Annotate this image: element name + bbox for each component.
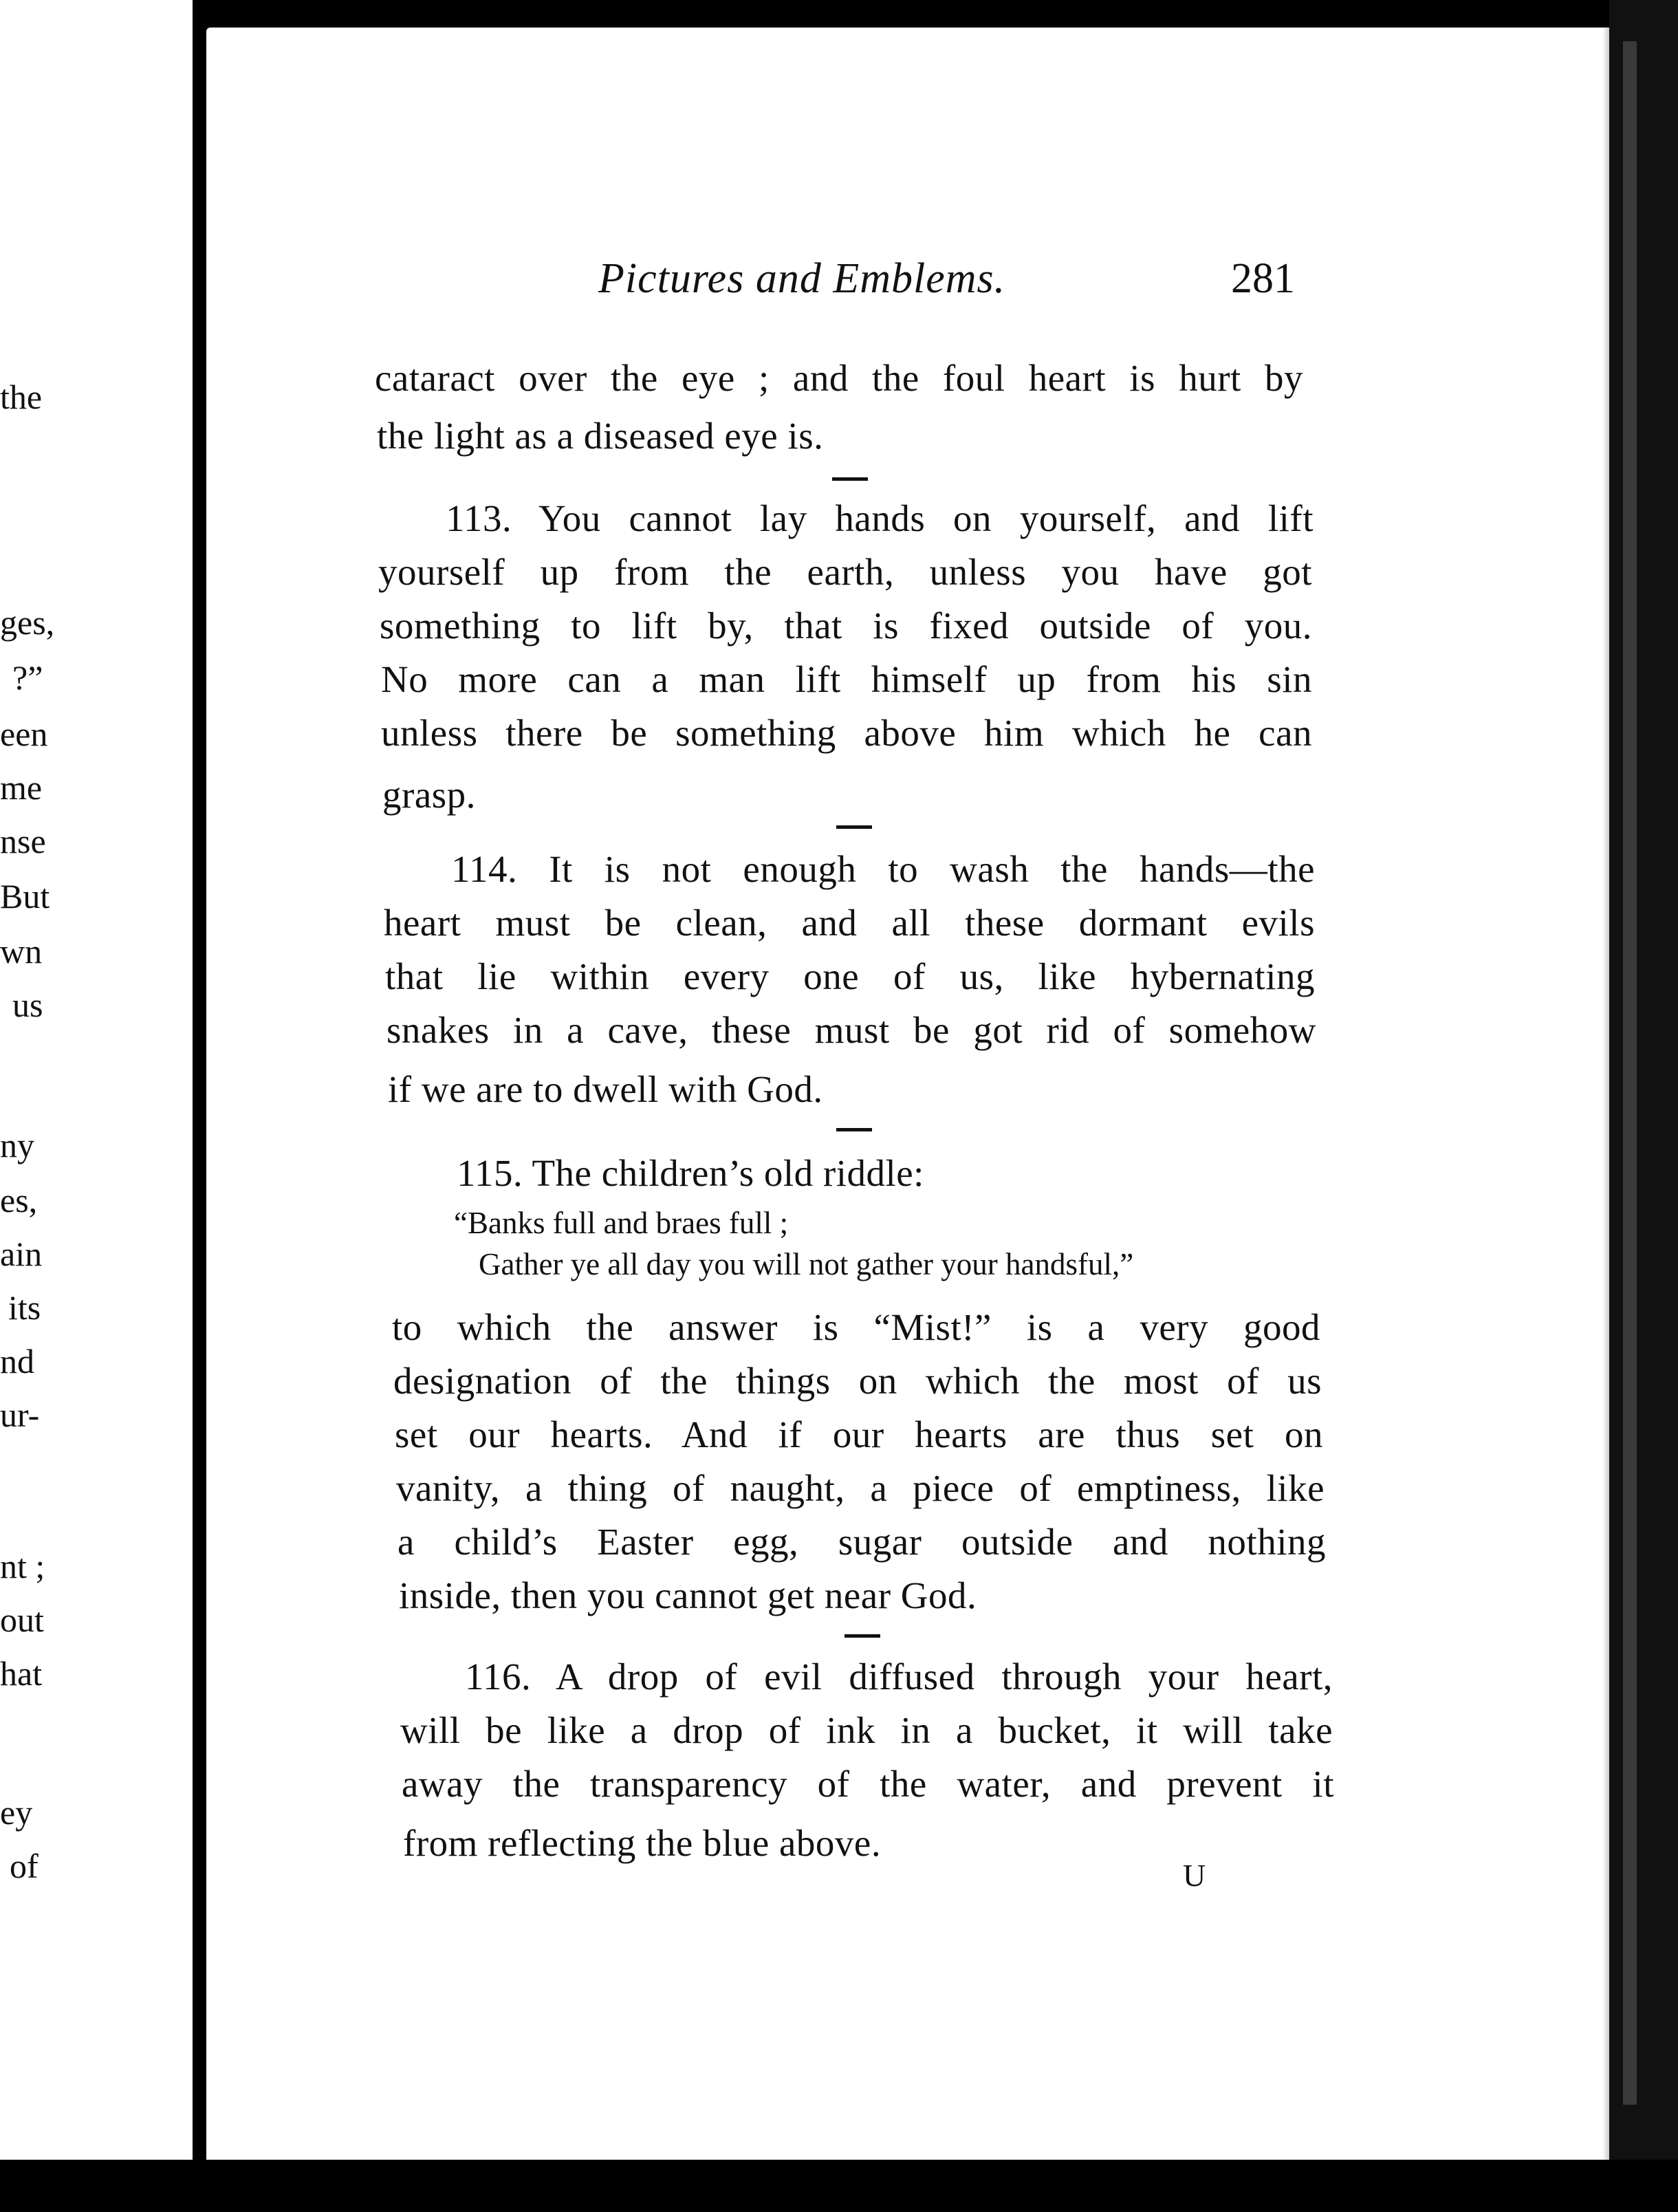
left-fragment: ey [0,1793,33,1832]
page-number: 281 [1231,255,1295,302]
text-line: that lie within every one of us, like hybernating [385,955,1315,997]
left-fragment: een [0,715,48,753]
text-line: inside, then you cannot get near God. [399,1574,977,1616]
quotation-line: Gather ye all day you will not gather your handsful,” [479,1247,1134,1281]
text-line: 114. It is not enough to wash the hands—the [451,848,1315,890]
text-line: set our hearts. And if our hearts are thus set on [395,1413,1323,1455]
text-line: 116. A drop of evil diffused through your heart, [465,1656,1333,1698]
left-fragment: ges, [0,603,55,642]
left-fragment: me [0,768,43,807]
signature-mark: U [1183,1858,1206,1893]
left-fragment: nt ; [0,1547,45,1585]
left-fragment: But [0,877,50,915]
running-title: Pictures and Emblems. [598,255,1006,302]
text-line: 113. You cannot lay hands on yourself, and lift [446,497,1314,539]
text-line: grasp. [382,774,476,816]
text-line: will be like a drop of ink in a bucket, it will take [400,1709,1333,1751]
left-fragment: ?” [12,658,43,697]
section-divider [832,477,868,481]
left-fragment: nse [0,822,46,860]
text-line: to which the answer is “Mist!” is a very good [392,1306,1320,1348]
text-line: away the transparency of the water, and prevent it [402,1763,1334,1805]
text-line: No more can a man lift himself up from his sin [381,658,1312,700]
text-line: if we are to dwell with God. [388,1068,823,1110]
text-line: cataract over the eye ; and the foul heart is hurt by [375,357,1303,399]
running-head [385,248,1417,310]
binding-strip [1623,41,1637,2105]
text-line: the light as a diseased eye is. [377,415,824,457]
left-fragment: ain [0,1235,43,1273]
text-line: vanity, a thing of naught, a piece of emptiness, like [396,1467,1325,1509]
right-page-edge [1609,0,1678,2212]
left-fragment: out [0,1601,44,1639]
text-line: designation of the things on which the most of us [393,1360,1322,1402]
left-fragment: ny [0,1126,34,1164]
left-fragment: hat [0,1654,43,1693]
text-line: from reflecting the blue above. [403,1822,882,1864]
section-divider [845,1634,880,1638]
text-line: yourself up from the earth, unless you have got [378,551,1312,593]
left-fragment: the [0,378,43,416]
left-facing-page [0,0,193,2180]
text-line: heart must be clean, and all these dormant evils [384,902,1315,944]
page-edge-shadow [1602,28,1609,2160]
left-fragment: of [10,1847,39,1885]
text-line: something to lift by, that is fixed outside of you. [380,605,1312,647]
text-line: unless there be something above him which he can [381,712,1312,754]
left-fragment: wn [0,932,43,971]
text-line: a child’s Easter egg, sugar outside and nothing [397,1521,1326,1563]
left-fragment: es, [0,1181,38,1219]
left-fragment: its [8,1288,41,1327]
left-fragment: us [12,986,43,1024]
section-divider [836,1128,872,1131]
text-line: snakes in a cave, these must be got rid of somehow [386,1009,1316,1051]
scan-bottom-border [0,2160,1678,2212]
section-divider [836,825,872,829]
quotation-line: “Banks full and braes full ; [454,1206,789,1240]
text-line: 115. The children’s old riddle: [457,1152,924,1194]
left-fragment: nd [0,1342,34,1380]
left-fragment: ur- [0,1396,40,1434]
